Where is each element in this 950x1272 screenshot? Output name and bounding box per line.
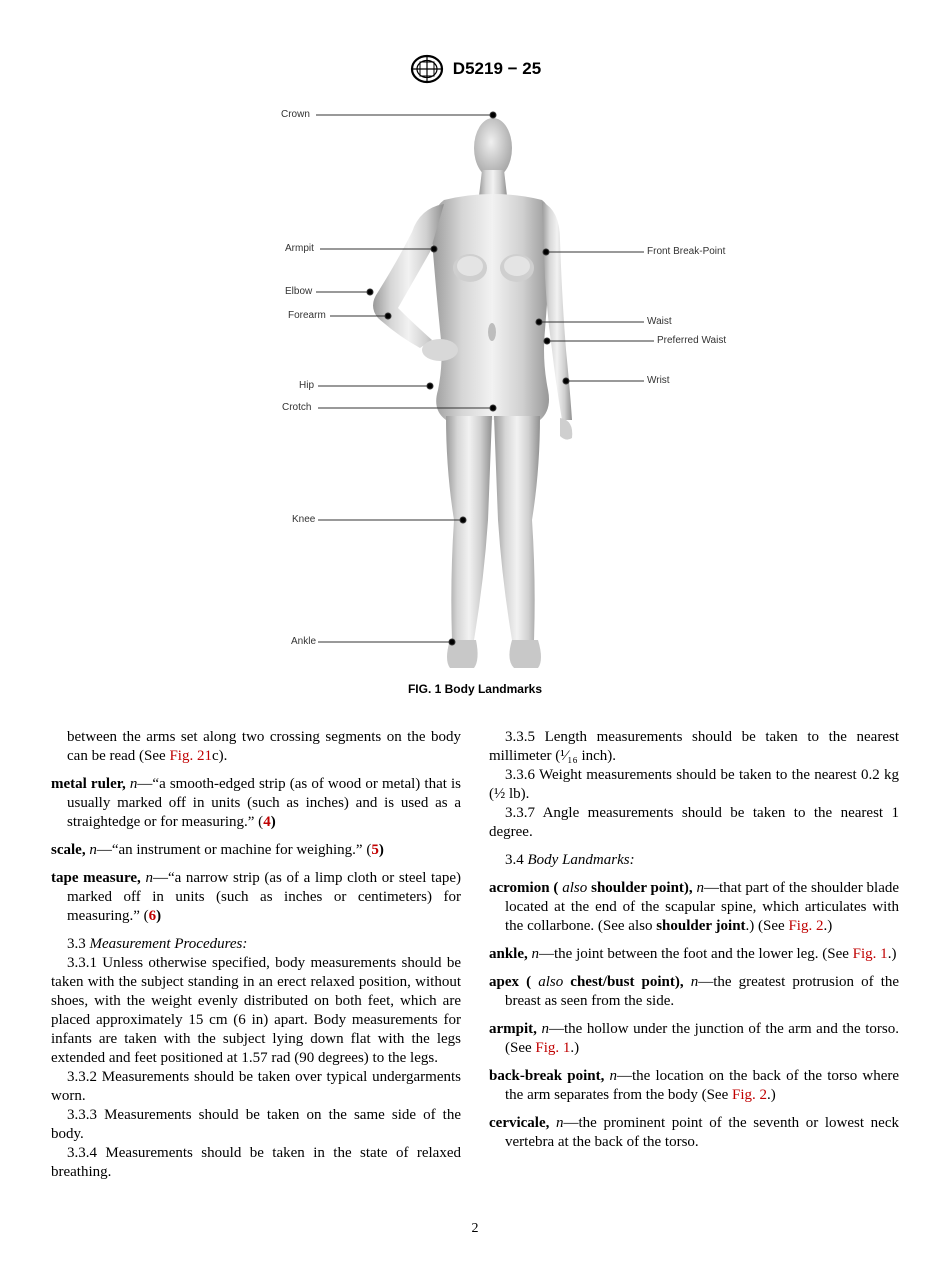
section-3-3-6: 3.3.6 Weight measurements should be taken to the nearest 0.2 kg (½ lb). [489,767,899,802]
definition-metal-ruler: metal ruler, n—“a smooth-edged strip (as of wood or metal) that is usually marked off in units (such as inches) and is used as a straightedge or for measuring.” (4) [51,776,462,830]
right-column [489,728,899,1161]
definition-scale: scale, n—“an instrument or machine for weighing.” (5) [51,842,384,858]
definition-acromion: acromion ( also shoulder point), n—that part of the shoulder blade located at the end of the scapular spine, which articulates with the collarbone. (See also shoulder joint.) (See Fig. 2.) [489,880,900,934]
section-3-3-4: 3.3.4 Measurements should be taken in the state of relaxed breathing. [51,1145,461,1180]
section-3-3-5: 3.3.5 Length measurements should be taken to the nearest millimeter (¹⁄₁₆ inch). [489,729,899,764]
landmark-waist: Waist [647,316,672,327]
ref-4-link[interactable]: 4 [263,814,271,830]
continued-definition: between the arms set along two crossing segments on the body can be read (See Fig. 21c). [67,729,461,764]
section-3-4-heading: 3.4 Body Landmarks: [505,852,635,868]
definition-apex: apex ( also chest/bust point), n—the greatest protrusion of the breast as seen from the side. [489,974,900,1009]
figure-caption: FIG. 1 Body Landmarks [407,682,543,696]
landmark-hip: Hip [299,380,315,391]
definition-tape-measure: tape measure, n—“a narrow strip (as of a limp cloth or steel tape) marked off in units (such as inches or centimeters) for measuring.” (6) [51,870,462,924]
landmark-crown: Crown [281,109,310,120]
fig-2-link[interactable]: Fig. 2 [788,918,824,934]
left-column [51,728,461,1182]
landmark-knee: Knee [292,514,316,525]
definition-armpit: armpit, n—the hollow under the junction of the arm and the torso. (See Fig. 1.) [489,1021,900,1056]
mannequin-body [373,118,572,668]
fig-1-link[interactable]: Fig. 1 [535,1040,571,1056]
fig-1-link[interactable]: Fig. 1 [852,946,888,962]
section-3-3-1: 3.3.1 Unless otherwise specified, body measurements should be taken with the subject standing in an erect relaxed position, without shoes, with the weight evenly distributed on both feet, which are placed approximately 15 cm (6 in) apart. Body measurements for infants are taken with the subject lying down flat with the legs extended and feet positioned at 1.57 rad (90 degrees) to the legs. [51,955,461,1066]
ref-5-link[interactable]: 5 [371,842,379,858]
landmark-front-break-point: Front Break-Point [647,246,726,257]
ref-6-link[interactable]: 6 [148,908,157,924]
landmark-preferred-waist: Preferred Waist [657,335,727,346]
section-3-3-2: 3.3.2 Measurements should be taken over typical undergarments worn. [51,1069,461,1104]
section-3-3-3: 3.3.3 Measurements should be taken on the same side of the body. [51,1107,461,1142]
landmark-armpit: Armpit [285,243,314,254]
document-id: D5219 − 25 [452,59,542,78]
definition-back-break-point: back-break point, n—the location on the back of the torso where the arm separates from the body (See Fig. 2.) [489,1068,900,1103]
landmark-elbow: Elbow [285,286,313,297]
fig-21-link[interactable]: Fig. 21 [169,748,212,764]
landmark-forearm: Forearm [288,310,326,321]
landmark-wrist: Wrist [647,375,670,386]
fig-2-link[interactable]: Fig. 2 [732,1087,768,1103]
page-number: 2 [471,1221,479,1236]
definition-ankle: ankle, n—the joint between the foot and the lower leg. (See Fig. 1.) [489,946,897,962]
definition-cervicale: cervicale, n—the prominent point of the seventh or lowest neck vertebra at the back of the torso. [489,1115,900,1150]
landmark-crotch: Crotch [282,402,312,413]
section-3-3-7: 3.3.7 Angle measurements should be taken to the nearest 1 degree. [489,805,899,840]
landmark-ankle: Ankle [291,636,317,647]
section-3-3-heading: 3.3 Measurement Procedures: [67,936,248,952]
